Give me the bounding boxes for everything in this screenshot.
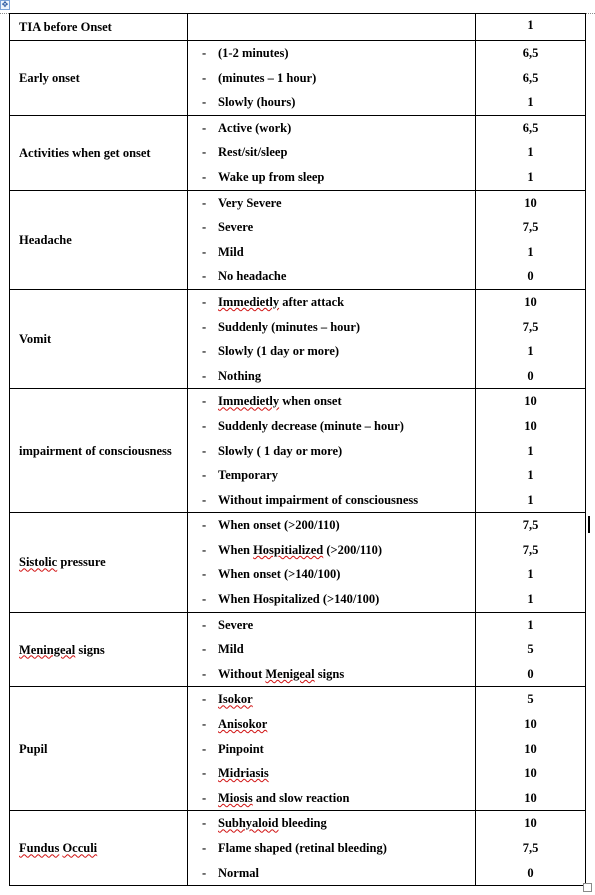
option-label: (minutes – 1 hour) <box>218 70 317 85</box>
option-item <box>188 836 475 861</box>
option-label: No headache <box>218 269 287 284</box>
score-value: 6,5 <box>522 70 539 85</box>
score-value: 1 <box>527 344 534 359</box>
option-item <box>188 290 475 315</box>
score-value: 1 <box>527 244 534 259</box>
table-move-handle-icon[interactable]: ✥ <box>1 0 9 9</box>
bullet-dash: - <box>202 269 207 284</box>
bullet-dash: - <box>202 617 207 632</box>
options-cell[interactable] <box>188 190 476 289</box>
option-item <box>188 439 475 464</box>
criterion-label: Activities when get onset <box>19 145 151 160</box>
option-label: Subhyaloid bleeding <box>218 816 327 831</box>
criterion-cell[interactable] <box>10 389 188 513</box>
spellcheck-flag: Isokor <box>218 692 253 707</box>
score-value: 10 <box>524 195 537 210</box>
criterion-label: Pupil <box>19 741 48 756</box>
option-label: Immedietly after attack <box>218 294 345 309</box>
score-value: 1 <box>527 492 534 507</box>
bullet-dash: - <box>202 418 207 433</box>
option-label <box>218 692 253 706</box>
score-value: 10 <box>524 741 537 756</box>
option-item <box>188 66 475 91</box>
option-item <box>188 240 475 265</box>
option-item <box>188 662 475 687</box>
scores-cell[interactable] <box>476 811 586 886</box>
table-row <box>10 389 586 513</box>
score-value: 0 <box>527 269 534 284</box>
bullet-dash: - <box>202 865 207 880</box>
stroke-score-table <box>9 13 586 886</box>
bullet-dash: - <box>202 368 207 383</box>
score-value: 10 <box>524 418 537 433</box>
score-value: 0 <box>527 666 534 681</box>
options-cell[interactable] <box>188 811 476 886</box>
score-value: 10 <box>524 816 537 831</box>
option-label: When Hospitalized (>140/100) <box>218 592 380 607</box>
criterion-cell[interactable] <box>10 687 188 811</box>
option-label: Without impairment of consciousness <box>218 492 419 507</box>
bullet-dash: - <box>202 394 207 409</box>
options-cell[interactable] <box>188 612 476 687</box>
option-item <box>188 463 475 488</box>
option-label: Immedietly when onset <box>218 394 342 409</box>
spellcheck-flag: Occuli <box>62 841 98 856</box>
scores-cell[interactable] <box>476 289 586 388</box>
spellcheck-flag: Anisokor <box>218 717 268 732</box>
criterion-cell[interactable] <box>10 289 188 388</box>
scores-cell[interactable] <box>476 190 586 289</box>
score-value: 1 <box>527 145 534 160</box>
bullet-dash: - <box>202 468 207 483</box>
bullet-dash: - <box>202 120 207 135</box>
table-row <box>10 687 586 811</box>
criterion-label: Meningeal signs <box>19 642 105 657</box>
option-item <box>188 811 475 836</box>
option-label: When Hospitialized (>200/110) <box>218 542 383 557</box>
options-cell[interactable] <box>188 389 476 513</box>
option-label: (1-2 minutes) <box>218 46 289 60</box>
option-item <box>188 786 475 811</box>
score-value: 1 <box>527 468 534 483</box>
table-row <box>10 811 586 886</box>
criterion-label: Early onset <box>19 70 80 85</box>
option-label: Severe <box>218 220 254 235</box>
bullet-dash: - <box>202 169 207 184</box>
score-value: 6,5 <box>522 46 539 60</box>
spellcheck-flag: Hospitialized <box>253 542 324 557</box>
scores-cell[interactable] <box>476 612 586 687</box>
option-label: Nothing <box>218 368 262 383</box>
options-cell[interactable] <box>188 687 476 811</box>
spellcheck-flag: Fundus <box>19 841 60 856</box>
spellcheck-flag: Sistolic <box>19 555 58 570</box>
bullet-dash: - <box>202 741 207 756</box>
option-label: Miosis and slow reaction <box>218 790 350 805</box>
bullet-dash: - <box>202 717 207 732</box>
spellcheck-flag: Miosis <box>218 790 253 805</box>
score-value: 0 <box>527 865 534 880</box>
option-item <box>188 165 475 190</box>
option-label: Wake up from sleep <box>218 169 325 184</box>
option-item <box>188 41 475 66</box>
criterion-label: Headache <box>19 232 72 247</box>
option-item <box>188 364 475 389</box>
option-label: Temporary <box>218 468 278 483</box>
score-value: 7,5 <box>522 220 539 235</box>
spellcheck-flag: Meningeal <box>19 642 76 657</box>
option-item <box>188 215 475 240</box>
bullet-dash: - <box>202 592 207 607</box>
option-item <box>188 264 475 289</box>
score-value: 10 <box>524 394 537 409</box>
bullet-dash: - <box>202 766 207 781</box>
spellcheck-flag: Menigeal <box>265 666 315 681</box>
spellcheck-flag: Subhyaloid <box>218 816 279 831</box>
options-cell[interactable] <box>188 115 476 190</box>
option-label <box>218 766 269 780</box>
option-item <box>188 90 475 115</box>
score-value: 1 <box>527 95 534 110</box>
bullet-dash: - <box>202 492 207 507</box>
option-label: Pinpoint <box>218 741 264 756</box>
scores-cell[interactable] <box>476 14 586 41</box>
score-value: 10 <box>524 766 537 781</box>
bullet-dash: - <box>202 692 207 707</box>
option-item <box>188 414 475 439</box>
bullet-dash: - <box>202 195 207 210</box>
option-label: Mild <box>218 642 244 657</box>
criterion-label: Vomit <box>19 332 52 347</box>
table-row <box>10 513 586 612</box>
option-label: Active (work) <box>218 120 292 135</box>
criterion-label: Sistolic pressure <box>19 555 106 570</box>
score-value: 1 <box>527 169 534 184</box>
table-row <box>10 115 586 190</box>
criterion-cell[interactable] <box>10 612 188 687</box>
score-value: 7,5 <box>522 319 539 334</box>
score-value: 1 <box>527 443 534 458</box>
option-label: Without Menigeal signs <box>218 666 345 681</box>
score-value: 7,5 <box>522 542 539 557</box>
bullet-dash: - <box>202 816 207 831</box>
option-label: Slowly (hours) <box>218 95 296 110</box>
bullet-dash: - <box>202 518 207 533</box>
option-item <box>188 389 475 414</box>
score-table-body <box>10 14 586 886</box>
option-item <box>188 712 475 737</box>
spellcheck-flag: Immedietly <box>218 294 280 309</box>
criterion-label: impairment of consciousness <box>19 443 172 458</box>
option-label: When onset (>200/110) <box>218 518 340 533</box>
scores-cell[interactable] <box>476 41 586 116</box>
options-cell[interactable] <box>188 513 476 612</box>
table-row <box>10 289 586 388</box>
scores-cell[interactable] <box>476 513 586 612</box>
criterion-label <box>19 841 97 855</box>
score-value: 5 <box>527 642 534 657</box>
options-cell[interactable] <box>188 289 476 388</box>
option-item <box>188 687 475 712</box>
spellcheck-flag: Midriasis <box>218 766 269 781</box>
option-item <box>188 140 475 165</box>
bullet-dash: - <box>202 70 207 85</box>
option-label: Very Severe <box>218 195 282 210</box>
table-row <box>10 612 586 687</box>
option-label: Mild <box>218 244 244 259</box>
bullet-dash: - <box>202 344 207 359</box>
option-label <box>218 717 267 731</box>
option-label: When onset (>140/100) <box>218 567 341 582</box>
bullet-dash: - <box>202 790 207 805</box>
score-value: 7,5 <box>522 518 539 533</box>
bullet-dash: - <box>202 841 207 855</box>
score-value: 1 <box>527 18 534 32</box>
criterion-label: TIA before Onset <box>19 20 112 34</box>
option-item <box>188 737 475 762</box>
bullet-dash: - <box>202 666 207 681</box>
options-cell[interactable] <box>188 41 476 116</box>
bullet-dash: - <box>202 145 207 160</box>
option-label: Rest/sit/sleep <box>218 145 288 160</box>
score-value: 0 <box>527 368 534 383</box>
criterion-cell[interactable] <box>10 190 188 289</box>
option-item <box>188 513 475 538</box>
table-row <box>10 41 586 116</box>
bullet-dash: - <box>202 642 207 657</box>
option-item <box>188 587 475 612</box>
table-row <box>10 190 586 289</box>
score-value: 6,5 <box>522 120 539 135</box>
criterion-cell[interactable] <box>10 115 188 190</box>
scores-cell[interactable] <box>476 687 586 811</box>
bullet-dash: - <box>202 46 207 60</box>
option-label: Normal <box>218 865 259 880</box>
score-value: 10 <box>524 717 537 732</box>
option-item <box>188 538 475 563</box>
bullet-dash: - <box>202 244 207 259</box>
option-label: Suddenly (minutes – hour) <box>218 319 361 334</box>
bullet-dash: - <box>202 443 207 458</box>
option-item <box>188 191 475 216</box>
option-item <box>188 562 475 587</box>
option-label: Suddenly decrease (minute – hour) <box>218 418 404 433</box>
score-value: 1 <box>527 617 534 632</box>
option-item <box>188 861 475 886</box>
criterion-cell[interactable] <box>10 14 188 41</box>
scores-cell[interactable] <box>476 115 586 190</box>
option-label: Flame shaped (retinal bleeding) <box>218 841 387 855</box>
score-value: 10 <box>524 790 537 805</box>
bullet-dash: - <box>202 542 207 557</box>
bullet-dash: - <box>202 294 207 309</box>
bullet-dash: - <box>202 220 207 235</box>
text-cursor-icon <box>588 516 590 533</box>
option-item <box>188 613 475 638</box>
spellcheck-flag: Immedietly <box>218 394 280 409</box>
score-value: 7,5 <box>522 841 539 855</box>
score-value: 1 <box>527 592 534 607</box>
criterion-cell[interactable] <box>10 513 188 612</box>
bullet-dash: - <box>202 319 207 334</box>
scores-cell[interactable] <box>476 389 586 513</box>
score-value: 1 <box>527 567 534 582</box>
option-item <box>188 761 475 786</box>
option-label: Slowly (1 day or more) <box>218 344 340 359</box>
table-resize-handle-icon[interactable] <box>583 883 592 892</box>
option-item <box>188 116 475 141</box>
score-value: 5 <box>527 692 534 707</box>
criterion-cell[interactable] <box>10 41 188 116</box>
option-label: Slowly ( 1 day or more) <box>218 443 343 458</box>
options-cell[interactable] <box>188 14 476 41</box>
bullet-dash: - <box>202 567 207 582</box>
score-value: 10 <box>524 294 537 309</box>
option-item <box>188 637 475 662</box>
option-item <box>188 315 475 340</box>
option-item <box>188 339 475 364</box>
option-item <box>188 488 475 513</box>
bullet-dash: - <box>202 95 207 110</box>
table-row <box>10 14 586 41</box>
criterion-cell[interactable] <box>10 811 188 886</box>
option-label: Severe <box>218 617 254 632</box>
